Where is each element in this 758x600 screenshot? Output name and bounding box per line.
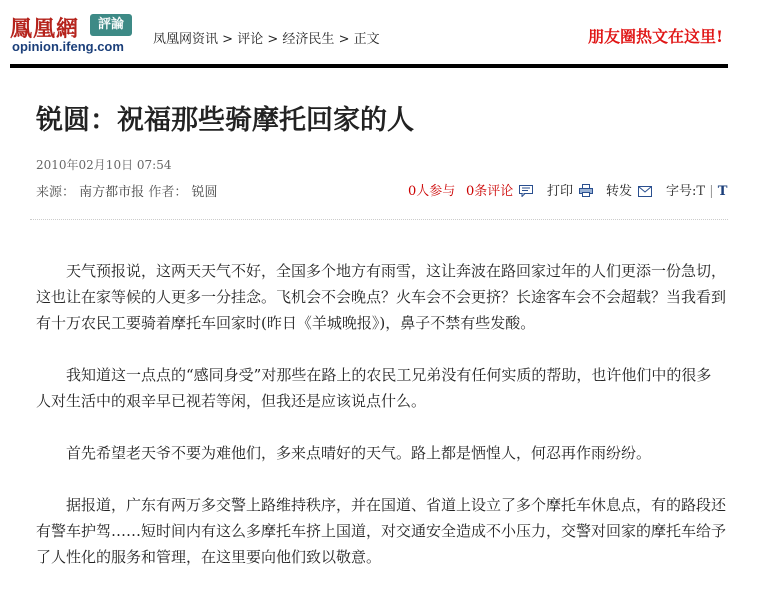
logo-brand: 鳳凰網 [10,16,80,42]
site-logo[interactable] [10,12,136,58]
font-size-large-button[interactable]: T [717,184,728,199]
article-paragraph: 天气预报说，这两天天气不好，全国多个地方有雨雪，这让奔波在路回家过年的人们更添一份急切，这也让在家等候的人更多一分挂念。飞机会不会晚点？火车会不会更挤？长途客车会不会超载？当我看到有十万农民工要骑着摩托车回家时(昨日《羊城晚报》)，鼻子不禁有些发酸。 [36,262,727,332]
font-size-control [666,180,727,199]
breadcrumb-separator: > [222,32,234,47]
article-paragraph: 我知道这一点点的“感同身受”对那些在路上的农民工兄弟没有任何实质的帮助，也许他们中的很多人对生活中的艰辛早已视若等闲，但我还是应该说点什么。 [36,366,712,410]
breadcrumb-item-economy[interactable]: 经济民生 [282,32,335,47]
article-date: 2010年02月10日 07:54 [36,158,172,172]
logo-channel-tag: 評論 [90,14,132,36]
article-paragraph: 据报道，广东有两万多交警上路维持秩序，并在国道、省道上设立了多个摩托车休息点，有的路段还有警车护驾……短时间内有这么多摩托车挤上国道，对交通安全造成不小压力，交警对回家的摩托车给予了人性化的服务和管理，在这里要向他们致以敬意。 [36,496,727,566]
print-button[interactable] [547,180,593,201]
font-size-separator: | [709,184,714,199]
breadcrumb-separator: > [338,32,350,47]
logo-domain: opinion.ifeng.com [12,39,124,54]
mail-icon [638,186,652,201]
site-header [0,0,758,64]
header-divider [10,64,728,68]
forward-label: 转发 [606,184,633,199]
breadcrumb-item-current: 正文 [353,32,380,47]
breadcrumb-item-news[interactable]: 凤凰网资讯 [153,32,219,47]
author-name: 锐圆 [191,185,218,200]
promo-link[interactable]: 朋友圈热文在这里! [588,27,724,46]
breadcrumb-item-opinion[interactable]: 评论 [237,32,264,47]
article-source-line [36,181,217,200]
print-label: 打印 [547,184,574,199]
article-paragraph: 首先希望老天爷不要为难他们，多来点晴好的天气。路上都是恓惶人，何忍再作雨纷纷。 [66,444,652,462]
author-label: 作者： [148,185,188,200]
participants-link[interactable]: 0人参与 [408,184,456,199]
comment-icon [519,185,533,201]
article-title: 锐圆：祝福那些骑摩托回家的人 [36,105,414,136]
font-size-small-button[interactable]: T [696,184,706,199]
font-size-label: 字号: [666,184,697,199]
breadcrumb-separator: > [267,32,279,47]
article-body [36,258,726,596]
source-label: 来源： [36,185,76,200]
source-name: 南方都市报 [79,185,145,200]
breadcrumb [153,28,380,47]
forward-button[interactable] [606,180,652,201]
comments-label: 0条评论 [466,184,514,199]
print-icon [579,184,593,201]
meta-divider [30,219,728,220]
comments-link[interactable] [466,180,533,201]
